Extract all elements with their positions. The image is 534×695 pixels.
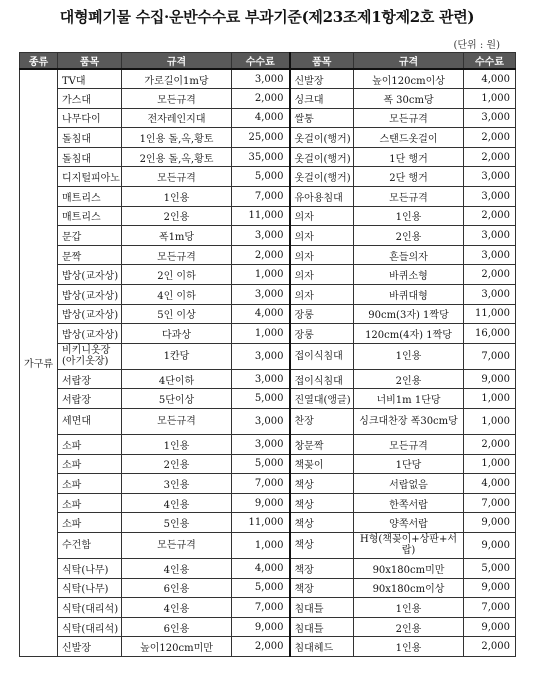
table-row — [20, 206, 516, 226]
item-cell-right: 접이식침대 — [290, 369, 354, 389]
table-row — [20, 324, 516, 344]
fee-cell-right: 1,000 — [464, 89, 516, 109]
spec-cell-left: 모든규격 — [122, 167, 232, 187]
spec-cell-right: 싱크대찬장 폭30cm당 — [354, 409, 464, 435]
table-row — [20, 128, 516, 148]
table-row — [20, 167, 516, 187]
item-cell-left: 식탁(대리석) — [58, 598, 122, 618]
fee-cell-right: 9,000 — [464, 532, 516, 558]
fee-cell-left: 25,000 — [232, 128, 290, 148]
unit-note: (단위 : 원) — [453, 40, 500, 51]
spec-cell-right: 한쪽서랍 — [354, 493, 464, 513]
document-title: 대형폐기물 수집·운반수수료 부과기준(제23조제1항제2호 관련) — [59, 8, 475, 26]
spec-cell-left: 5인 이상 — [122, 304, 232, 324]
item-cell-left: 돌침대 — [58, 128, 122, 148]
spec-cell-left: 모든규격 — [122, 89, 232, 109]
spec-cell-right: 90x180cm이상 — [354, 578, 464, 598]
table-row — [20, 147, 516, 167]
item-cell-right: 의자 — [290, 206, 354, 226]
header-spec-right: 규격 — [354, 53, 464, 70]
fee-cell-left: 7,000 — [232, 598, 290, 618]
item-cell-right: 옷걸이(행거) — [290, 167, 354, 187]
spec-cell-right: 바퀴소형 — [354, 265, 464, 285]
fee-cell-right: 1,000 — [464, 409, 516, 435]
fee-cell-right: 7,000 — [464, 343, 516, 369]
fee-cell-left: 11,000 — [232, 206, 290, 226]
fee-cell-right: 9,000 — [464, 617, 516, 637]
fee-cell-left: 5,000 — [232, 454, 290, 474]
header-row — [20, 53, 516, 70]
spec-cell-right: 2인용 — [354, 226, 464, 246]
table-row — [20, 493, 516, 513]
table-row — [20, 637, 516, 657]
fee-cell-left: 4,000 — [232, 558, 290, 578]
item-cell-left: 비키니옷장(아기옷장) — [58, 343, 122, 369]
spec-cell-right: 1인용 — [354, 637, 464, 657]
item-cell-right: 쌀통 — [290, 108, 354, 128]
spec-cell-left: 4인용 — [122, 598, 232, 618]
header-fee-left: 수수료 — [232, 53, 290, 70]
item-cell-right: 창문짝 — [290, 435, 354, 455]
spec-cell-right: H형(책꽂이+상판+서랍) — [354, 532, 464, 558]
spec-cell-left: 1인용 — [122, 187, 232, 207]
fee-cell-left: 5,000 — [232, 167, 290, 187]
fee-cell-right: 4,000 — [464, 69, 516, 89]
fee-cell-right: 3,000 — [464, 285, 516, 305]
item-cell-left: 밥상(교자상) — [58, 265, 122, 285]
item-cell-right: 침대틀 — [290, 617, 354, 637]
item-cell-right: 장롱 — [290, 304, 354, 324]
fee-cell-right: 2,000 — [464, 206, 516, 226]
spec-cell-left: 1인용 — [122, 435, 232, 455]
fee-cell-left: 3,000 — [232, 69, 290, 89]
fee-cell-left: 11,000 — [232, 513, 290, 533]
item-cell-right: 접이식침대 — [290, 343, 354, 369]
item-cell-left: 문갑 — [58, 226, 122, 246]
fee-cell-left: 2,000 — [232, 89, 290, 109]
fee-cell-right: 11,000 — [464, 304, 516, 324]
item-cell-left: 밥상(교자상) — [58, 304, 122, 324]
table-row — [20, 69, 516, 89]
item-cell-right: 침대헤드 — [290, 637, 354, 657]
fee-cell-right: 2,000 — [464, 147, 516, 167]
spec-cell-left: 2인 이하 — [122, 265, 232, 285]
item-cell-left: 식탁(대리석) — [58, 617, 122, 637]
fee-cell-left: 35,000 — [232, 147, 290, 167]
category-cell: 가구류 — [20, 69, 58, 656]
spec-cell-left: 4인용 — [122, 558, 232, 578]
header-item-right: 품목 — [290, 53, 354, 70]
table-row — [20, 435, 516, 455]
item-cell-left: 문짝 — [58, 245, 122, 265]
fee-cell-right: 1,000 — [464, 454, 516, 474]
item-cell-left: 식탁(나무) — [58, 558, 122, 578]
spec-cell-right: 모든규격 — [354, 187, 464, 207]
spec-cell-right: 1단당 — [354, 454, 464, 474]
table-row — [20, 558, 516, 578]
table-row — [20, 285, 516, 305]
table-row — [20, 187, 516, 207]
item-cell-right: 의자 — [290, 265, 354, 285]
fee-cell-left: 9,000 — [232, 617, 290, 637]
spec-cell-left: 5단이상 — [122, 389, 232, 409]
spec-cell-right: 90x180cm미만 — [354, 558, 464, 578]
spec-cell-right: 1단 행거 — [354, 147, 464, 167]
item-cell-left: 세면대 — [58, 409, 122, 435]
spec-cell-left: 가로길이1m당 — [122, 69, 232, 89]
item-cell-right: 책상 — [290, 474, 354, 494]
fee-cell-right: 3,000 — [464, 108, 516, 128]
spec-cell-right: 1인용 — [354, 598, 464, 618]
fee-table — [19, 52, 516, 657]
item-cell-left: 수건함 — [58, 532, 122, 558]
fee-cell-right: 2,000 — [464, 128, 516, 148]
item-cell-right: 책장 — [290, 578, 354, 598]
spec-cell-right: 모든규격 — [354, 108, 464, 128]
header-category: 종류 — [20, 53, 58, 70]
spec-cell-left: 6인용 — [122, 617, 232, 637]
item-cell-left: 밥상(교자상) — [58, 324, 122, 344]
item-cell-right: 책상 — [290, 532, 354, 558]
spec-cell-left: 4단이하 — [122, 369, 232, 389]
item-cell-left: 나무다이 — [58, 108, 122, 128]
spec-cell-right: 2인용 — [354, 617, 464, 637]
spec-cell-right: 서랍없음 — [354, 474, 464, 494]
item-cell-left: 서랍장 — [58, 389, 122, 409]
item-cell-left: 소파 — [58, 435, 122, 455]
spec-cell-right: 모든규격 — [354, 435, 464, 455]
item-cell-right: 책상 — [290, 493, 354, 513]
spec-cell-left: 4인용 — [122, 493, 232, 513]
spec-cell-left: 3인용 — [122, 474, 232, 494]
item-cell-right: 싱크대 — [290, 89, 354, 109]
fee-cell-right: 16,000 — [464, 324, 516, 344]
item-cell-right: 옷걸이(행거) — [290, 128, 354, 148]
table-row — [20, 389, 516, 409]
spec-cell-right: 바퀴대형 — [354, 285, 464, 305]
table-row — [20, 617, 516, 637]
fee-cell-left: 2,000 — [232, 637, 290, 657]
item-cell-left: 식탁(나무) — [58, 578, 122, 598]
header-fee-right: 수수료 — [464, 53, 516, 70]
spec-cell-right: 폭 30cm당 — [354, 89, 464, 109]
item-cell-right: 의자 — [290, 245, 354, 265]
fee-cell-left: 5,000 — [232, 389, 290, 409]
spec-cell-right: 90cm(3자) 1짝당 — [354, 304, 464, 324]
spec-cell-right: 1인용 — [354, 206, 464, 226]
table-row — [20, 226, 516, 246]
item-cell-left: 소파 — [58, 474, 122, 494]
fee-cell-left: 7,000 — [232, 474, 290, 494]
spec-cell-right: 2인용 — [354, 369, 464, 389]
fee-cell-left: 2,000 — [232, 245, 290, 265]
item-cell-right: 유아용침대 — [290, 187, 354, 207]
table-row — [20, 265, 516, 285]
spec-cell-left: 1인용 돌,옥,황토 — [122, 128, 232, 148]
fee-cell-left: 4,000 — [232, 304, 290, 324]
fee-cell-left: 3,000 — [232, 435, 290, 455]
fee-cell-right: 9,000 — [464, 578, 516, 598]
spec-cell-left: 다과상 — [122, 324, 232, 344]
spec-cell-right: 스탠드옷걸이 — [354, 128, 464, 148]
item-cell-left: TV대 — [58, 69, 122, 89]
fee-cell-right: 3,000 — [464, 245, 516, 265]
fee-cell-left: 1,000 — [232, 324, 290, 344]
item-cell-left: 디지털피아노 — [58, 167, 122, 187]
table-row — [20, 89, 516, 109]
spec-cell-left: 2인용 돌,옥,황토 — [122, 147, 232, 167]
item-cell-right: 책꽂이 — [290, 454, 354, 474]
spec-cell-left: 높이120cm미만 — [122, 637, 232, 657]
table-row — [20, 245, 516, 265]
fee-cell-left: 5,000 — [232, 578, 290, 598]
item-cell-left: 신발장 — [58, 637, 122, 657]
table-row — [20, 513, 516, 533]
item-cell-right: 침대틀 — [290, 598, 354, 618]
item-cell-right: 장롱 — [290, 324, 354, 344]
fee-cell-left: 3,000 — [232, 343, 290, 369]
fee-cell-left: 3,000 — [232, 409, 290, 435]
item-cell-left: 매트리스 — [58, 206, 122, 226]
fee-cell-left: 1,000 — [232, 532, 290, 558]
spec-cell-left: 모든규격 — [122, 409, 232, 435]
spec-cell-right: 너비1m 1단당 — [354, 389, 464, 409]
fee-cell-right: 3,000 — [464, 167, 516, 187]
fee-cell-right: 1,000 — [464, 389, 516, 409]
table-row — [20, 369, 516, 389]
fee-cell-left: 9,000 — [232, 493, 290, 513]
spec-cell-left: 전자레인지대 — [122, 108, 232, 128]
item-cell-left: 소파 — [58, 493, 122, 513]
item-cell-left: 매트리스 — [58, 187, 122, 207]
spec-cell-left: 2인용 — [122, 454, 232, 474]
table-row — [20, 304, 516, 324]
spec-cell-left: 2인용 — [122, 206, 232, 226]
table-row — [20, 343, 516, 369]
item-cell-left: 서랍장 — [58, 369, 122, 389]
item-cell-right: 책상 — [290, 513, 354, 533]
fee-cell-right: 9,000 — [464, 513, 516, 533]
spec-cell-right: 1인용 — [354, 343, 464, 369]
fee-cell-left: 7,000 — [232, 187, 290, 207]
item-cell-right: 옷걸이(행거) — [290, 147, 354, 167]
table-row — [20, 578, 516, 598]
spec-cell-right: 흔들의자 — [354, 245, 464, 265]
fee-cell-left: 3,000 — [232, 285, 290, 305]
item-cell-left: 돌침대 — [58, 147, 122, 167]
spec-cell-left: 모든규격 — [122, 245, 232, 265]
item-cell-right: 의자 — [290, 285, 354, 305]
spec-cell-left: 6인용 — [122, 578, 232, 598]
table-row — [20, 598, 516, 618]
item-cell-right: 의자 — [290, 226, 354, 246]
header-item-left: 품목 — [58, 53, 122, 70]
header-spec-left: 규격 — [122, 53, 232, 70]
table-row — [20, 409, 516, 435]
fee-cell-right: 3,000 — [464, 187, 516, 207]
fee-cell-right: 7,000 — [464, 493, 516, 513]
fee-cell-right: 2,000 — [464, 265, 516, 285]
fee-cell-right: 2,000 — [464, 637, 516, 657]
spec-cell-left: 1칸당 — [122, 343, 232, 369]
table-row — [20, 474, 516, 494]
item-cell-right: 찬장 — [290, 409, 354, 435]
item-cell-right: 신발장 — [290, 69, 354, 89]
spec-cell-right: 높이120cm이상 — [354, 69, 464, 89]
item-cell-left: 소파 — [58, 454, 122, 474]
fee-cell-right: 4,000 — [464, 474, 516, 494]
item-cell-left: 가스대 — [58, 89, 122, 109]
table-row — [20, 454, 516, 474]
fee-cell-right: 7,000 — [464, 598, 516, 618]
item-cell-left: 밥상(교자상) — [58, 285, 122, 305]
spec-cell-left: 폭1m당 — [122, 226, 232, 246]
table-row — [20, 108, 516, 128]
spec-cell-right: 2단 행거 — [354, 167, 464, 187]
spec-cell-left: 모든규격 — [122, 532, 232, 558]
item-cell-right: 책장 — [290, 558, 354, 578]
fee-cell-left: 3,000 — [232, 369, 290, 389]
fee-cell-left: 4,000 — [232, 108, 290, 128]
spec-cell-left: 4인 이하 — [122, 285, 232, 305]
fee-cell-left: 1,000 — [232, 265, 290, 285]
item-cell-right: 진열대(앵글) — [290, 389, 354, 409]
fee-cell-right: 5,000 — [464, 558, 516, 578]
item-cell-left: 소파 — [58, 513, 122, 533]
fee-cell-right: 3,000 — [464, 226, 516, 246]
fee-cell-right: 2,000 — [464, 435, 516, 455]
fee-cell-right: 9,000 — [464, 369, 516, 389]
table-row — [20, 532, 516, 558]
spec-cell-right: 120cm(4자) 1짝당 — [354, 324, 464, 344]
fee-cell-left: 3,000 — [232, 226, 290, 246]
spec-cell-left: 5인용 — [122, 513, 232, 533]
spec-cell-right: 양쪽서랍 — [354, 513, 464, 533]
